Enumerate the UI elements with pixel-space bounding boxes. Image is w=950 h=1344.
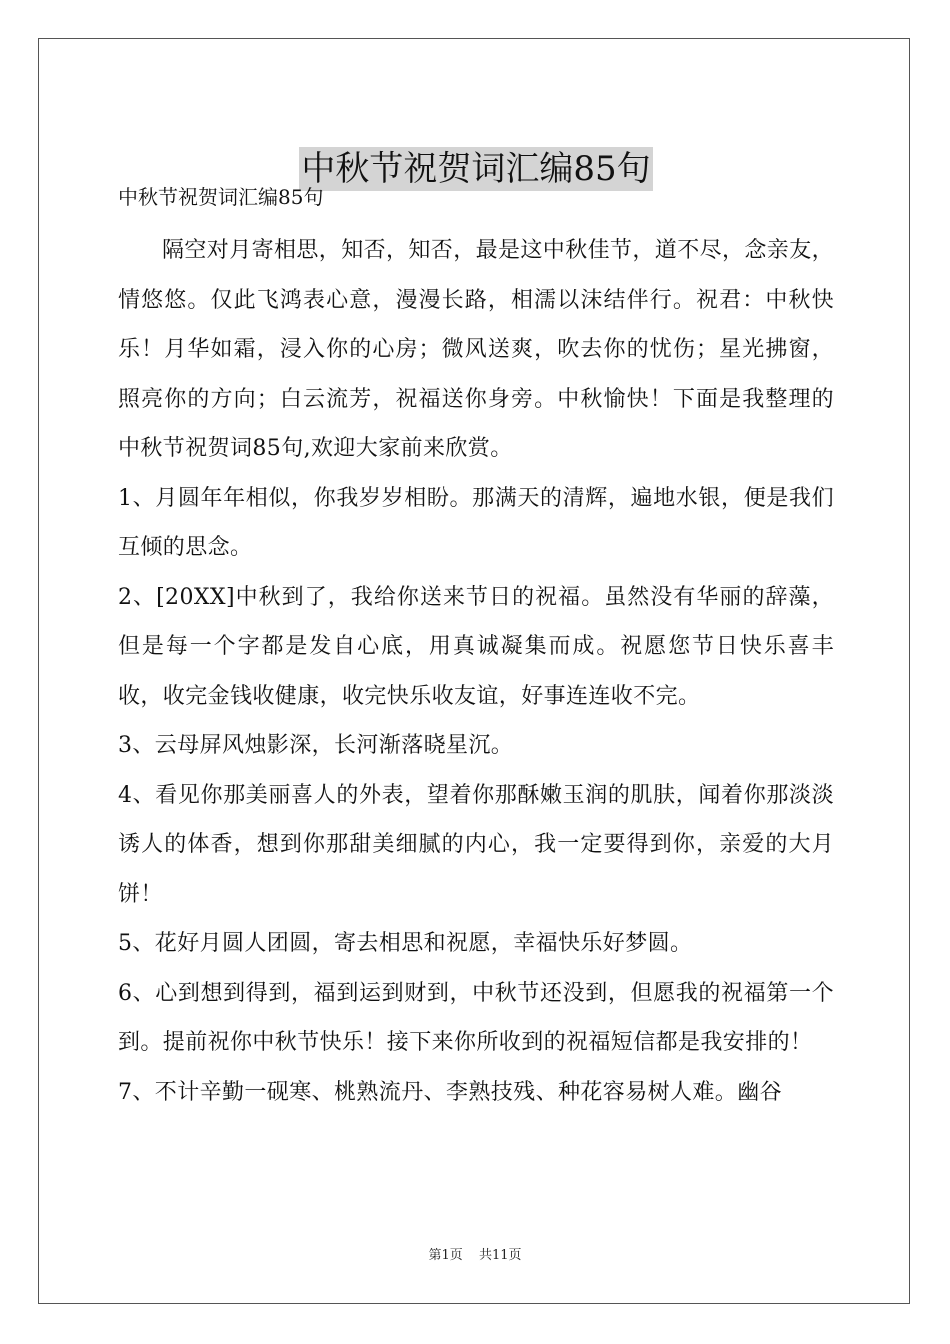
list-item: 7、不计辛勤一砚寒、桃熟流丹、李熟技残、种花容易树人难。幽谷 bbox=[118, 1079, 782, 1105]
list-item: 2、[20XX]中秋到了，我给你送来节日的祝福。虽然没有华丽的辞藻，但是每一个字都是发自心底，用真诚凝集而成。祝愿您节日快乐喜丰收，收完金钱收健康，收完快乐收友谊，好事连连收不完。 bbox=[118, 584, 834, 709]
document-body bbox=[118, 124, 834, 1117]
page-number: 第1页 bbox=[428, 1248, 463, 1263]
list-item: 6、心到想到得到，福到运到财到，中秋节还没到，但愿我的祝福第一个到。提前祝你中秋节快乐！接下来你所收到的祝福短信都是我安排的！ bbox=[118, 980, 834, 1055]
document-subtitle: 中秋节祝贺词汇编85句 bbox=[118, 185, 324, 209]
list-item: 5、花好月圆人团圆，寄去相思和祝愿，幸福快乐好梦圆。 bbox=[118, 931, 693, 956]
title-container bbox=[118, 124, 834, 189]
page-footer bbox=[0, 1246, 950, 1266]
list-item: 3、云母屏风烛影深，长河渐落晓星沉。 bbox=[118, 733, 514, 758]
document-title: 中秋节祝贺词汇编85句 bbox=[301, 148, 651, 189]
page-total: 共11页 bbox=[478, 1248, 522, 1263]
list-item: 4、看见你那美丽喜人的外表，望着你那酥嫩玉润的肌肤，闻着你那淡淡诱人的体香，想到你那甜美细腻的内心，我一定要得到你，亲爱的大月饼！ bbox=[118, 782, 834, 907]
intro-paragraph: 隔空对月寄相思，知否，知否，最是这中秋佳节，道不尽，念亲友，情悠悠。仅此飞鸿表心意，漫漫长路，相濡以沫结伴行。祝君：中秋快乐！月华如霜，浸入你的心房；微风送爽，吹去你的忧伤；星光拂窗，照亮你的方向；白云流芳，祝福送你身旁。中秋愉快！下面是我整理的中秋节祝贺词85句,欢迎大家前来欣赏。 bbox=[118, 238, 835, 461]
list-item: 1、月圆年年相似，你我岁岁相盼。那满天的清辉，遍地水银，便是我们互倾的思念。 bbox=[118, 485, 834, 560]
